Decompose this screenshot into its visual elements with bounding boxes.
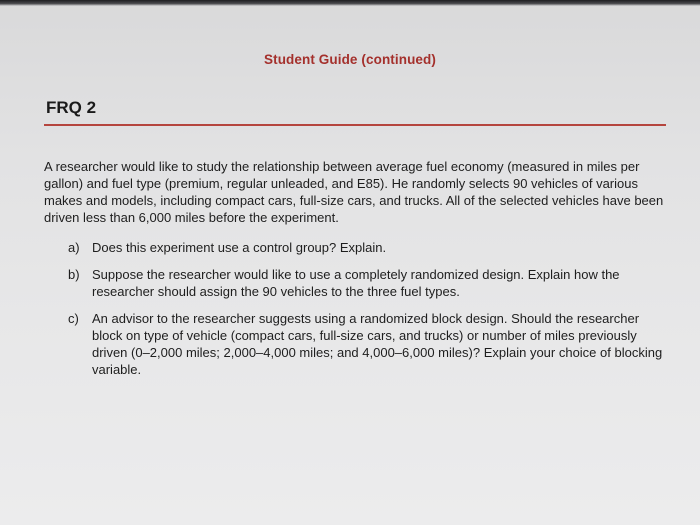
question-c — [68, 310, 668, 378]
title-divider — [44, 124, 666, 126]
question-a — [68, 239, 668, 256]
question-marker: a) — [68, 240, 80, 255]
prompt-paragraph — [44, 158, 664, 226]
frq-title: FRQ 2 — [46, 98, 97, 117]
question-list — [68, 239, 668, 388]
page-header: Student Guide (continued) — [264, 52, 436, 67]
document-page — [0, 6, 700, 525]
question-text: Does this experiment use a control group? Explain. — [92, 240, 387, 255]
prompt-text: A researcher would like to study the relationship between average fuel economy (measured in miles per gallon) and fuel type (premium, regular unleaded, and E85). He randomly selects 90 vehicles of various makes and models, including compact cars, full-size cars, and trucks. All of the selected vehicles have been driven less than 6,000 miles before the experiment. — [44, 159, 664, 225]
question-text: Suppose the researcher would like to use a completely randomized design. Explain how the researcher should assign the 90 vehicles to the three fuel types. — [92, 267, 620, 299]
question-text: An advisor to the researcher suggests using a randomized block design. Should the researcher block on type of vehicle (compact cars, full-size cars, and trucks) or number of miles previously driven (0–2,000 miles; 2,000–4,000 miles; and 4,000–6,000 miles)? Explain your choice of blocking variable. — [92, 311, 663, 377]
question-marker: b) — [68, 267, 80, 282]
question-marker: c) — [68, 311, 79, 326]
question-b — [68, 266, 668, 300]
